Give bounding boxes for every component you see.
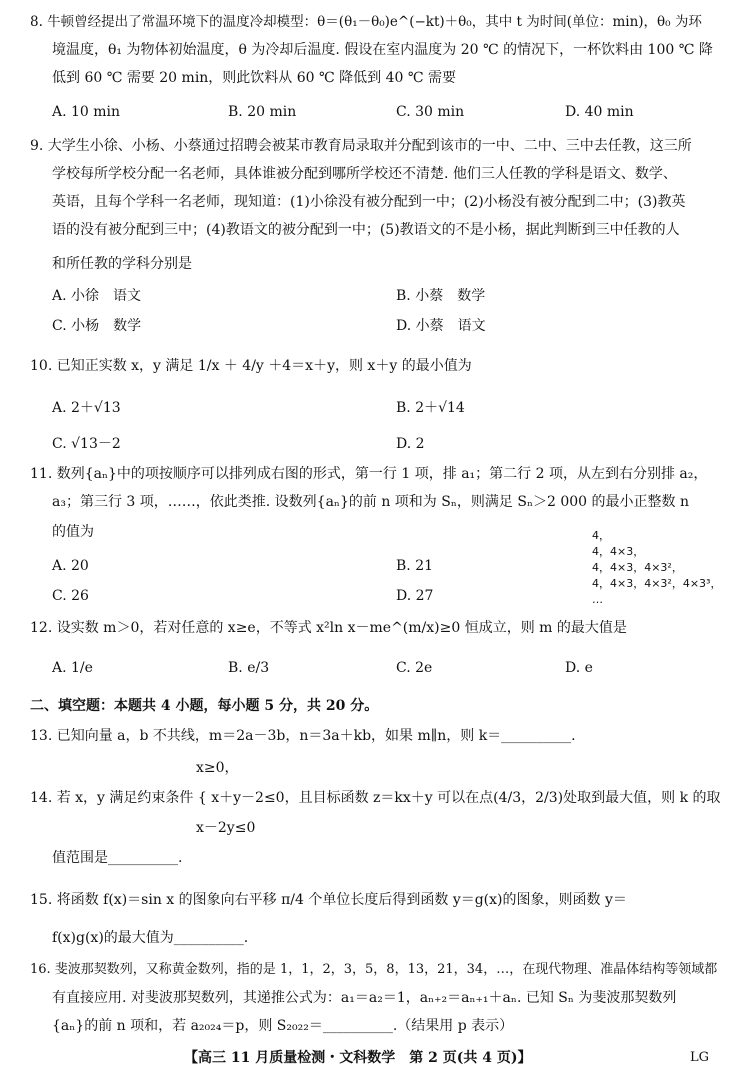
q10-option-c: C. √13－2 <box>52 436 121 452</box>
q12-stem: 12. 设实数 m＞0，若对任意的 x≥e，不等式 x²ln x－me^(m/x)≥0 恒成立，则 m 的最大值是 <box>30 620 627 636</box>
q9-option-a: A. 小徐 语文 <box>52 288 142 304</box>
q16-line-3: {aₙ}的前 n 项和，若 a₂₀₂₄＝p，则 S₂₀₂₂＝__________.（结果用 p 表示） <box>52 1018 514 1034</box>
q16-line-1: 16. 斐波那契数列，又称黄金数列，指的是 1，1，2，3，5，8，13，21，34，…，在现代物理、准晶体结构等领域都 <box>30 962 718 977</box>
q12-option-c: C. 2e <box>396 660 433 676</box>
q9-option-d: D. 小蔡 语文 <box>396 318 486 334</box>
q8-line-3: 低到 60 ℃ 需要 20 min，则此饮料从 60 ℃ 降低到 40 ℃ 需要 <box>52 70 456 86</box>
q8-option-b: B. 20 min <box>228 104 297 120</box>
q15-line-2: f(x)g(x)的最大值为__________. <box>52 930 249 946</box>
q14-line-2: 值范围是__________. <box>52 850 183 866</box>
q14-line-1: 14. 若 x，y 满足约束条件 { x＋y－2≤0，且目标函数 z＝kx＋y 可以在点(4/3，2/3)处取到最大值，则 k 的取 <box>30 790 721 806</box>
q11-option-b: B. 21 <box>396 558 434 574</box>
q8-line-2: 境温度，θ₁ 为物体初始温度，θ 为冷却后温度. 假设在室内温度为 20 ℃ 的情况下，一杯饮料由 100 ℃ 降 <box>52 42 713 58</box>
pyramid-row-3: 4，4×3，4×3²， <box>592 561 683 574</box>
q8-option-a: A. 10 min <box>52 104 121 120</box>
footer-code: LG <box>690 1050 710 1065</box>
q9-line-5: 和所任教的学科分别是 <box>52 256 192 272</box>
q10-option-b: B. 2＋√14 <box>396 400 465 416</box>
q14-constraint-3: x－2y≤0 <box>196 820 256 836</box>
q9-option-b: B. 小蔡 数学 <box>396 288 486 304</box>
pyramid-row-5: … <box>592 593 603 606</box>
q11-line-1: 11. 数列{aₙ}中的项按顺序可以排列成右图的形式，第一行 1 项，排 a₁；第二行 2 项，从左到右分别排 a₂， <box>30 466 708 482</box>
q9-line-4: 语的没有被分配到三中；(4)教语文的被分配到一中；(5)教语文的不是小杨，据此判断到三中任教的人 <box>52 222 680 238</box>
section-heading: 二、填空题：本题共 4 小题，每小题 5 分，共 20 分。 <box>30 698 379 714</box>
q10-option-a: A. 2＋√13 <box>52 400 121 416</box>
q16-line-2: 有直接应用. 对斐波那契数列，其递推公式为：a₁＝a₂＝1，aₙ₊₂＝aₙ₊₁＋aₙ. 已知 Sₙ 为斐波那契数列 <box>52 990 677 1006</box>
q15-line-1: 15. 将函数 f(x)＝sin x 的图象向右平移 π/4 个单位长度后得到函数 y＝g(x)的图象，则函数 y＝ <box>30 892 627 908</box>
q11-option-a: A. 20 <box>52 558 89 574</box>
q8-option-c: C. 30 min <box>396 104 465 120</box>
q12-option-b: B. e/3 <box>228 660 270 676</box>
q10-option-d: D. 2 <box>396 436 425 452</box>
q11-option-d: D. 27 <box>396 588 434 604</box>
q10-stem: 10. 已知正实数 x，y 满足 1/x ＋ 4/y ＋4＝x＋y，则 x＋y 的最小值为 <box>30 358 472 374</box>
page-footer: 【高三 11 月质量检测・文科数学 第 2 页(共 4 页)】 <box>184 1050 532 1066</box>
q9-line-1: 9. 大学生小徐、小杨、小蔡通过招聘会被某市教育局录取并分配到该市的一中、二中、三中去任教，这三所 <box>30 138 692 154</box>
pyramid-row-2: 4，4×3， <box>592 545 645 558</box>
q11-line-3: 的值为 <box>52 524 94 540</box>
q9-option-c: C. 小杨 数学 <box>52 318 142 334</box>
q12-option-a: A. 1/e <box>52 660 93 676</box>
q12-option-d: D. e <box>565 660 593 676</box>
q13-stem: 13. 已知向量 a，b 不共线，m＝2a－3b，n＝3a＋kb，如果 m∥n，则 k＝__________. <box>30 728 576 744</box>
q9-line-2: 学校每所学校分配一名老师，具体谁被分配到哪所学校还不清楚. 他们三人任教的学科是语文、数学、 <box>52 166 677 182</box>
q8-line-1: 8. 牛顿曾经提出了常温环境下的温度冷却模型：θ＝(θ₁－θ₀)e^(−kt)＋θ₀，其中 t 为时间(单位：min)，θ₀ 为环 <box>30 14 702 30</box>
q9-line-3: 英语，且每个学科一名老师，现知道：(1)小徐没有被分配到一中；(2)小杨没有被分配到二中；(3)教英 <box>52 194 686 210</box>
q11-option-c: C. 26 <box>52 588 89 604</box>
q11-line-2: a₃；第三行 3 项，……，依此类推. 设数列{aₙ}的前 n 项和为 Sₙ，则满足 Sₙ＞2 000 的最小正整数 n <box>52 494 689 510</box>
pyramid-row-4: 4，4×3，4×3²，4×3³， <box>592 577 722 590</box>
pyramid-row-1: 4， <box>592 529 610 542</box>
q14-constraint-1: x≥0， <box>196 760 239 776</box>
q8-option-d: D. 40 min <box>565 104 634 120</box>
